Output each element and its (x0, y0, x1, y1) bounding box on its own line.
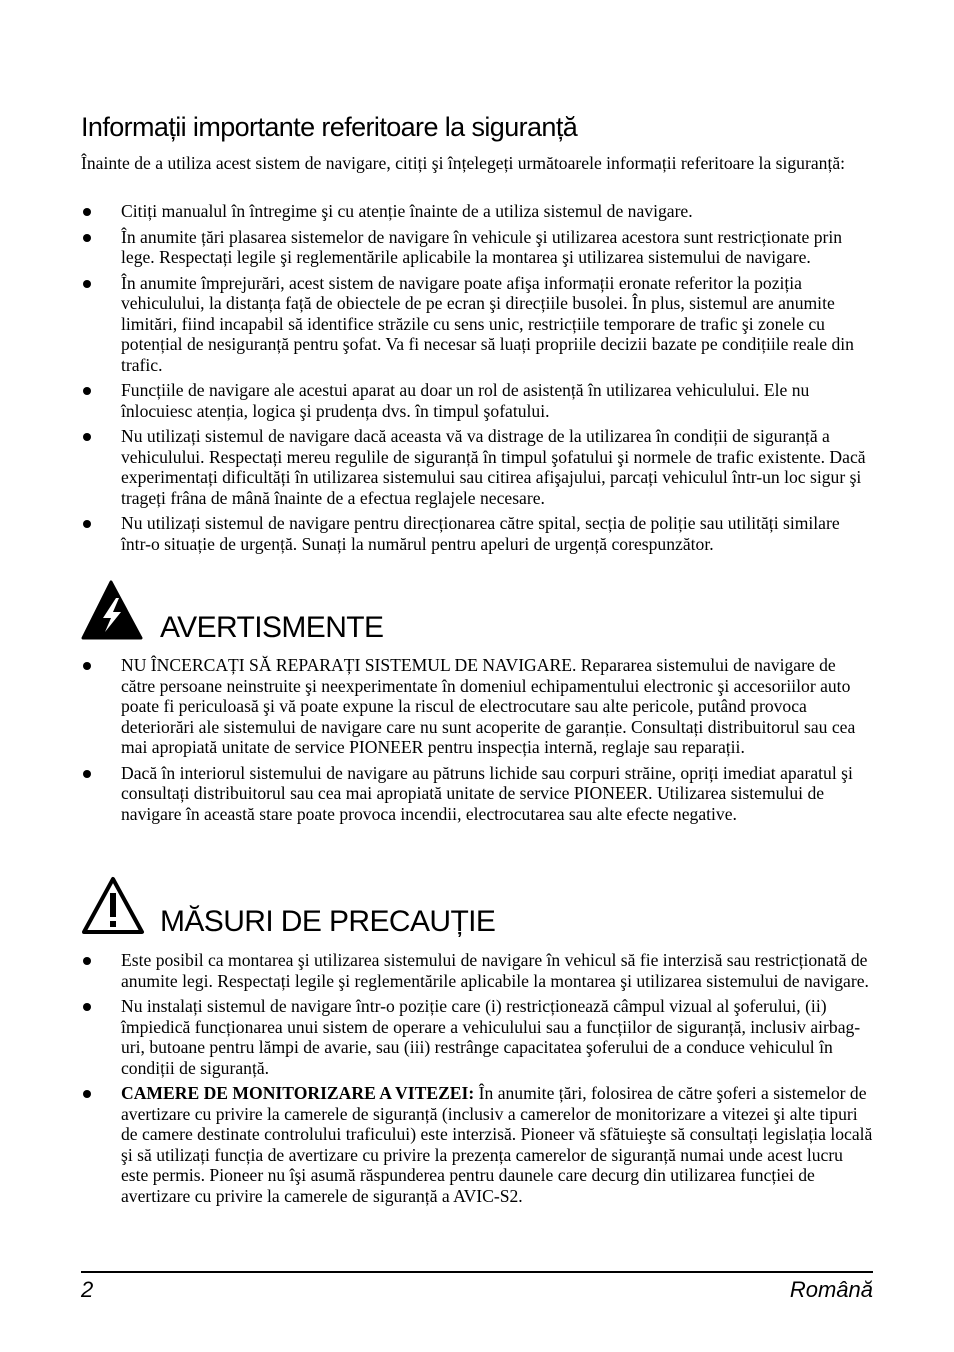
list-item: În anumite împrejurări, acest sistem de navigare poate afişa informații eronate referitor la poziția vehiculului, la distanța față de obiectele de pe ecran şi direcțiile busolei. În plus, sistemul are anumite limitări, fiind incapabil să identifice străzile cu sens unic, restricțiile temporare de trafic şi zonele cu potențial de nesiguranță pentru şofat. Va fi necesar să luați propriile decizii bazate pe condițiile reale din trafic. (81, 273, 873, 376)
bullet-icon (83, 520, 91, 528)
list-item: CAMERE DE MONITORIZARE A VITEZEI: În anumite țări, folosirea de către şoferi a sistemelor de avertizare cu privire la camerele de siguranță (inclusiv a camerelor de monitorizare a vitezei şi alte tipuri de camere destinate controlului traficului) este interzisă. Pioneer vă sfătuieşte să consultați legislația locală şi să utilizați funcția de avertizare cu privire la prezența camerelor de siguranță numai unde acest lucru este permis. Pioneer nu îşi asumă răspunderea pentru daunele care decurg din utilizarea funcției de avertizare cu privire la camerele de siguranță a AVIC-S2. (81, 1083, 873, 1206)
page-title: Informații importante referitoare la siguranță (81, 112, 578, 142)
bullet-icon (83, 280, 91, 288)
list-item: Nu instalați sistemul de navigare într-o poziție care (i) restricționează câmpul vizual al şoferului, (ii) împiedică funcționarea unui sistem de operare a vehiculului sau a funcțiilor de siguranță, inclusiv airbag-uri, butoane pentru lămpi de avarie, sau (iii) restrânge capacitatea şoferului de a conduce vehiculul în condiții de siguranță. (81, 996, 873, 1078)
bullet-icon (83, 234, 91, 242)
warnings-title: AVERTISMENTE (160, 611, 384, 644)
list-item: În anumite țări plasarea sistemelor de navigare în vehicule şi utilizarea acestora sunt restricționate prin lege. Respectați legile şi reglementările aplicabile la montarea şi utilizarea sistemului de navigare. (81, 227, 873, 268)
precautions-list (81, 950, 873, 1211)
list-item: Este posibil ca montarea şi utilizarea sistemului de navigare în vehicul să fie interzisă sau restricționată de anumite legi. Respectați legile şi reglementările aplicabile la montarea şi utilizarea sistemului de navigare. (81, 950, 873, 991)
precautions-heading (81, 875, 873, 945)
safety-list (81, 201, 873, 559)
footer-language: Română (789, 1277, 873, 1302)
list-item: Nu utilizați sistemul de navigare pentru direcționarea către spital, secția de poliție sau utilități similare într-o situație de urgență. Sunați la numărul pentru apeluri de urgență corespunzător. (81, 513, 873, 554)
bullet-icon (83, 662, 91, 670)
caution-triangle-icon (81, 875, 145, 937)
warnings-list (81, 655, 873, 829)
precautions-title: MĂSURI DE PRECAUȚIE (160, 905, 496, 938)
list-item: NU ÎNCERCAȚI SĂ REPARAȚI SISTEMUL DE NAVIGARE. Repararea sistemului de navigare de către persoane neinstruite şi neexperimentate în domeniul echipamentului electronic şi accesoriilor auto poate fi periculoasă şi vă poate expune la riscul de electrocutare sau alte pericole, putând provoca deteriorări ale sistemului de navigare care nu sunt acoperite de garanție. Consultați distribuitorul sau cea mai apropiată unitate de service PIONEER pentru inspecția internă, reglaje sau reparații. (81, 655, 873, 758)
bullet-icon (83, 387, 91, 395)
warnings-heading (81, 580, 873, 650)
list-item: Citiți manualul în întregime şi cu atenție înainte de a utiliza sistemul de navigare. (81, 201, 873, 222)
manual-page (81, 0, 873, 1352)
bullet-icon (83, 1003, 91, 1011)
bullet-icon (83, 957, 91, 965)
list-item: Nu utilizați sistemul de navigare dacă aceasta vă va distrage de la utilizarea în condiții de siguranță a vehiculului. Respectați mereu regulile de siguranță în timpul şofatului şi normele de trafic existente. Dacă experimentați dificultăți în utilizarea sistemului sau citirea afişajului, parcați vehiculul într-un loc sigur şi trageți frâna de mână înainte de a efectua reglajele necesare. (81, 426, 873, 508)
speed-camera-label: CAMERE DE MONITORIZARE A VITEZEI: (121, 1083, 475, 1103)
list-item: Dacă în interiorul sistemului de navigare au pătruns lichide sau corpuri străine, opriți imediat aparatul şi consultați distribuitorul sau cea mai apropiată unitate de service PIONEER. Utilizarea sistemului de navigare în această stare poate provoca incendii, electrocutarea sau alte efecte negative. (81, 763, 873, 825)
bullet-icon (83, 1090, 91, 1098)
electric-hazard-icon (81, 580, 145, 642)
bullet-icon (83, 770, 91, 778)
list-item: Funcțiile de navigare ale acestui aparat au doar un rol de asistență în utilizarea vehiculului. Ele nu înlocuiesc atenția, logica şi prudența dvs. în timpul şofatului. (81, 380, 873, 421)
footer-divider (81, 1271, 873, 1273)
intro-paragraph: Înainte de a utiliza acest sistem de navigare, citiți şi înțelegeți următoarele informații referitoare la siguranță: (81, 153, 846, 173)
bullet-icon (83, 433, 91, 441)
bullet-icon (83, 208, 91, 216)
page-number: 2 (81, 1277, 94, 1302)
